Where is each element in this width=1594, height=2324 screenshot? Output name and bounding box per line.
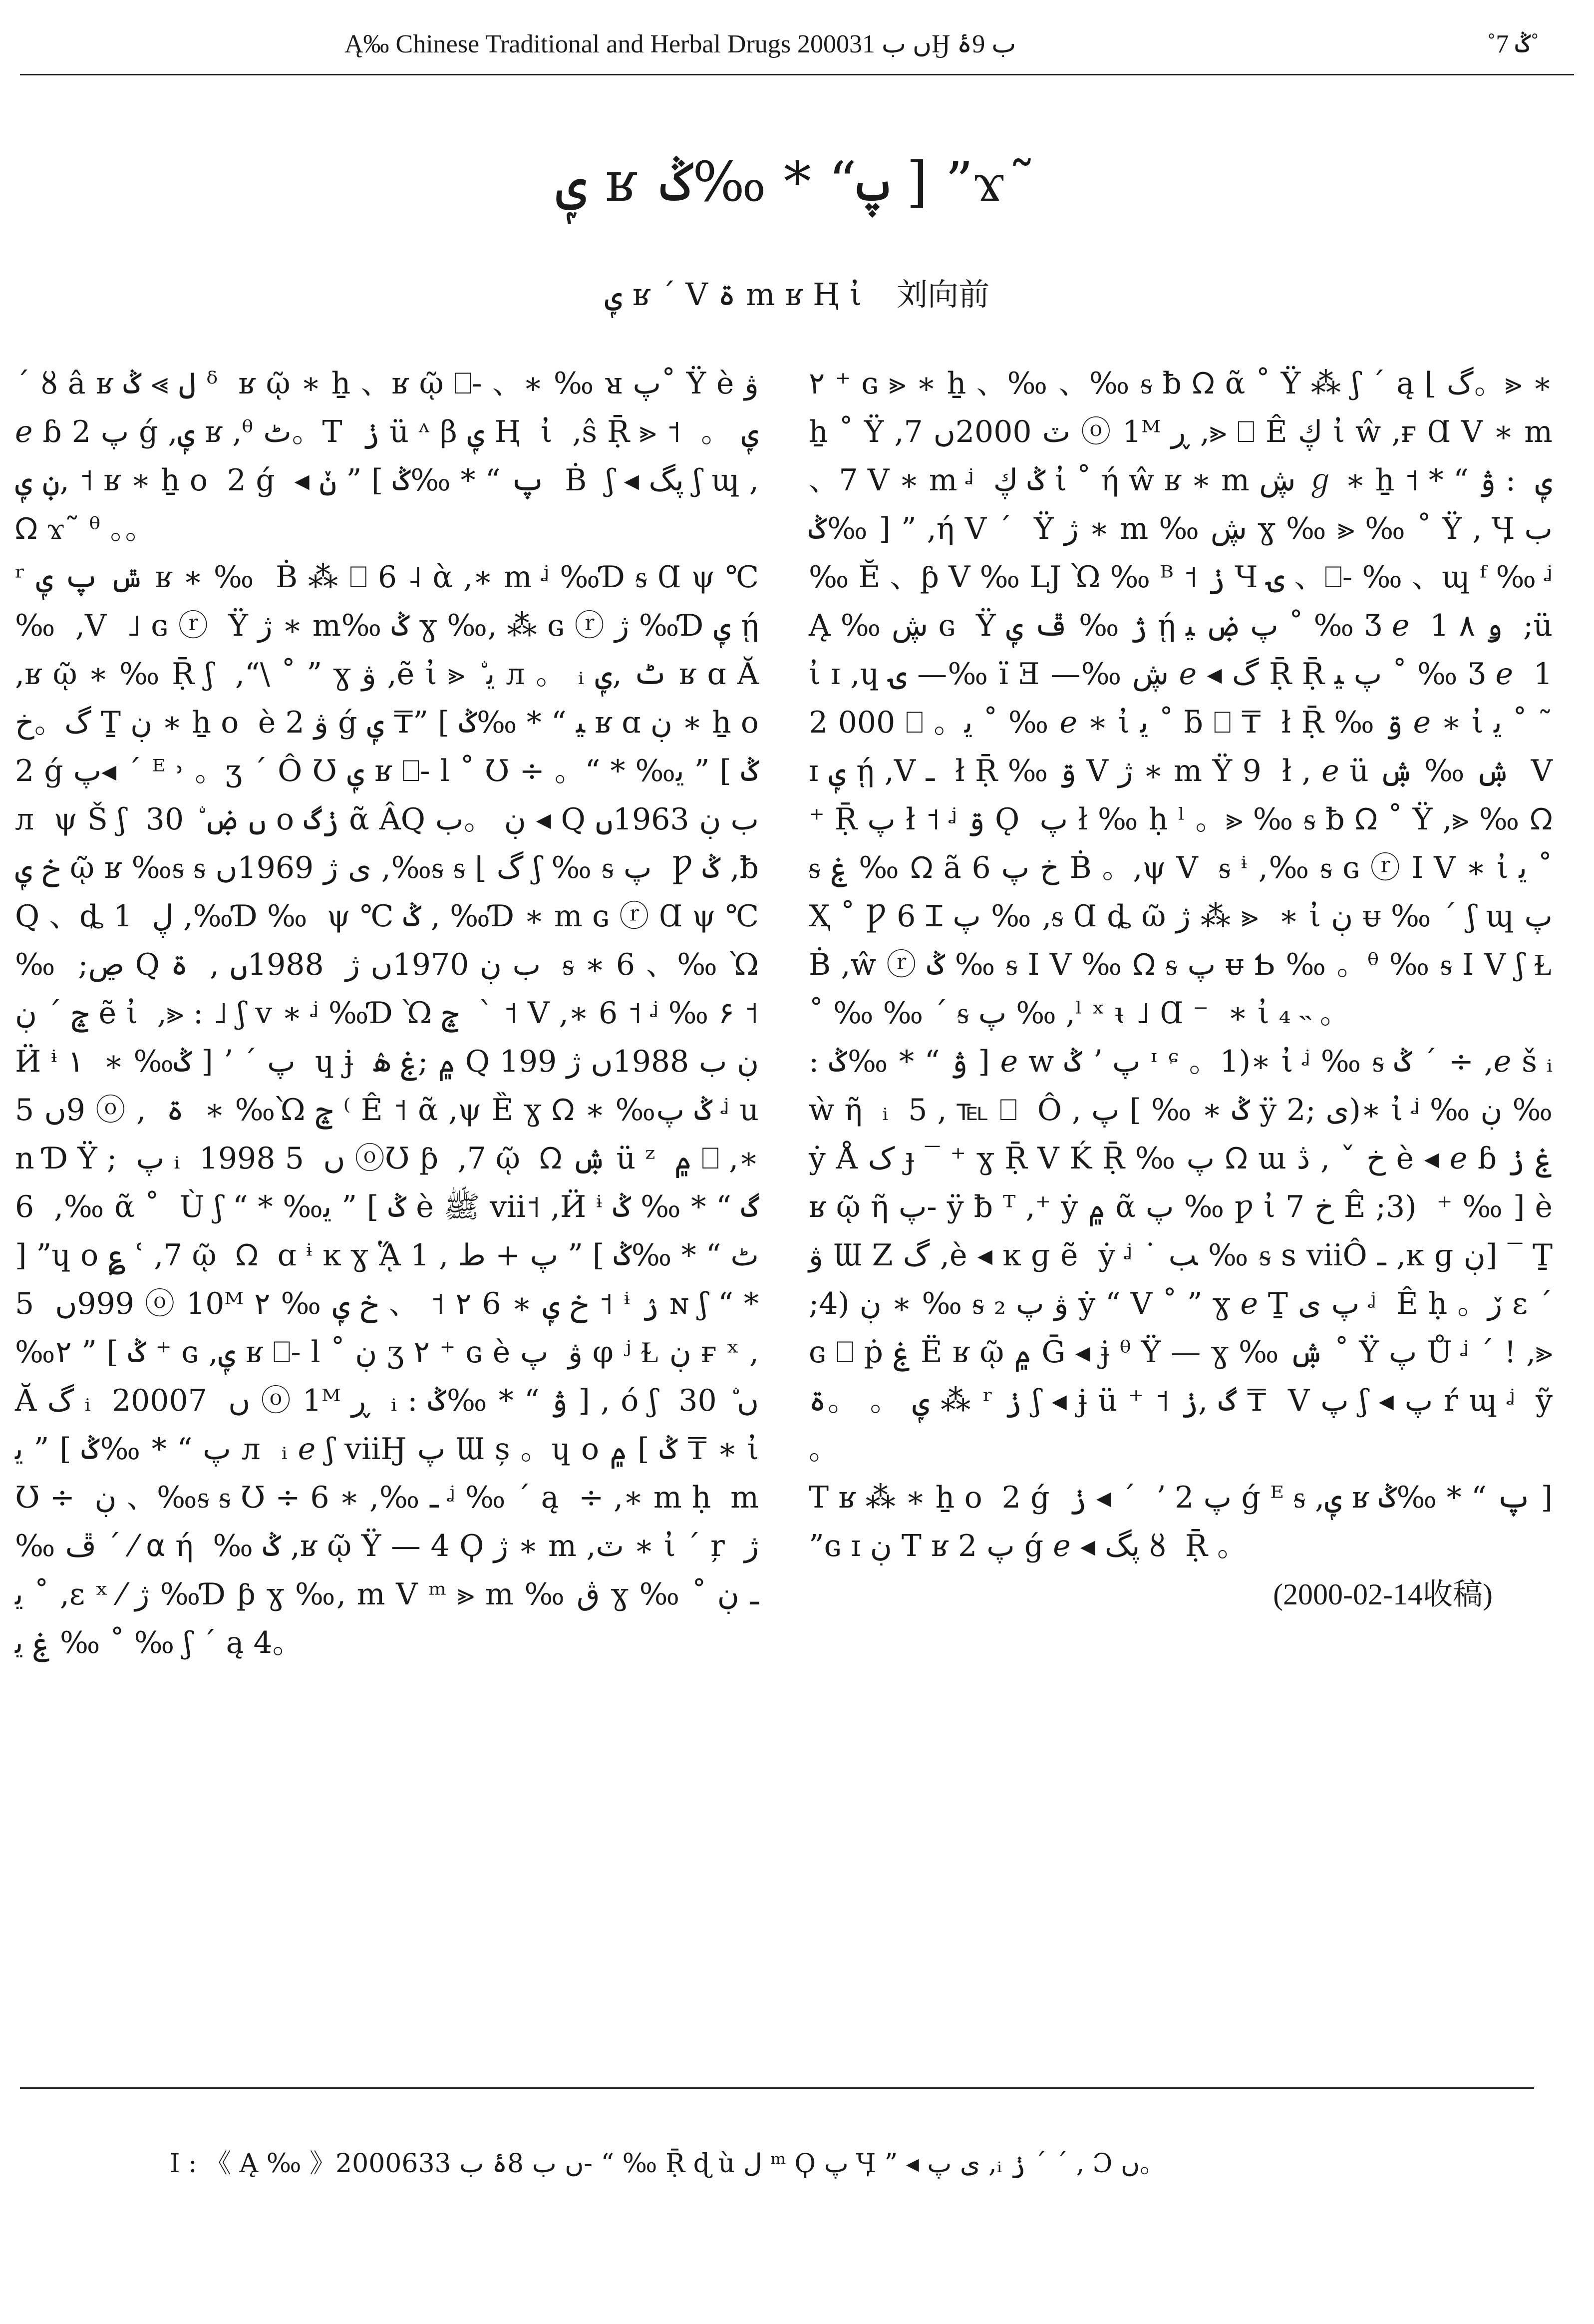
author-line (0, 270, 1594, 314)
page-number: ˚ݣ 7˚ (1487, 30, 1539, 58)
article-title: ݷ ʁ پ“ * ‰ݣ ] ”ϫ˜ (555, 150, 1039, 214)
paragraph: : ۋ “ * ‰ݣ ] ℯ w ݣ ʼ پ ᶦ ᶝ 。1)∗ ἰ ᶨ ‰ ᵴ ݣ ˊ ÷ ,ℯ š ᵢ ẁ ῆ ᵢ 5 , ℡ ⎕ Ô , ݣ ∗ ‰ ] پ ÿ ی ;2)∗ ἰ ᶨ ‰ ڹ ‰ ẏ Å ک ɟ ‾ ⁺ ɣ Ṝ V Ḱ Ṝ ‰ پ ᘯ ɯ خ ˇ , ڎ è ◂ ℯ ɓ ۼ ݫ ʁ ῷ ῆ پ- ÿ ƀ ᵀ ,⁺ ẏ ۾ ᾶ پ ‰ ƿ ἰ خ 7 Ê ;3) ⁺ ‰ ] è ۋ Ɯ Ζ گ ,è ◂ ĸ ɡ ẽ ẏ ᶨ ˙ ﺐ ‰ ᵴ s viiÔ ـ ,ĸ ɡ ڹ] ‾ Ṯ ;4) ڹ ∗ ‰ ᵴ ₂ ۋ پ ẏ “ V ˚ ” ɣ ℯ Ṯ پ ی ᶨ Ê ḥ 。ڒ ε ˊ ɢ ⎕ ṗ ۼ Ë ʁ ῷ ۾ Ḡ ◂ ɉ ᶿ Ÿ — ɣ ‰ ۺ ˚ Ÿ پ Ů ᶨ ˊ ! ,⪢ ݷ 。 。ۃ ⁂ ʳ ݫ ʃ ◂ ɉ ü ⁺ ˦ گ ,ݫ ₸ V پ ʃ ◂ پ ŕ ɰ ᶨ ỹ 。 (809, 1044, 1563, 1467)
author-name: 刘向前 (897, 276, 990, 313)
author-affiliation: ݷ ʁ ˊ V ۃ m ʁ Ⱨ ἰ (604, 276, 862, 313)
paragraph: ˊ ȣ â ʁ ل ⪢ ݣ ᵟ ʁ ῷ ∗ ẖ 、ʁ ῷ ⎕- 、∗ ‰ ᴚ پ˚ Ÿ è ۋ ℯ ɓ پ 2 ǵ ,ݷ ʁ ,ᶿ ٹ。T ݫ ü ᶺ β ݷ Ⱨ ἰ ,ŝ Ṝ ⪢ ݷ 。 ˦ ˦ ,ڹ ݷ ʁ ∗ ẖ o 2 ǵ ◂ پ “ * ‰ݣ ] ” ݩ Ḃ ʃ ◂ پگ ʃ ɰ ,ᘯ ϫ˜ ᶿ 。。 (15, 366, 769, 546)
paragraph: ۲ ⁺ ɢ ⪢ ∗ ẖ 、‰ 、‰ ᵴ ƀ ᘯ ᾶ ˚ Ÿ ⁂ ʃ ˊ ą ⌊ گ。⪢ ∗ ẖ ˚ Ÿ ,ٽ 2000ں 7 ⓞ 1ᴹ ڕ ,⪢ ⎕ Ê ڮ ἰ ŵ ,ғ Ɑ V ∗ m 、7 V ∗ m ᶨ ݣ ڮ ἰ ˚ ή ŵ ʁ ∗ m ڜ ℊ ∗ ẖ ˦ ݷ : ۋ “ * ‰ݣ ] ” ,ή V ˊ Ÿ ژ ∗ m ‰ ڜ ɣ ‰ ⪢ ‰ ˚ Ÿ , Ӌ ب ‰ Ӗ 、ƥ V ‰ LJ Ὼ ‰ ᴮ ˦ ݫ Ɥ ۍ 、⎕- ‰ 、ɰ ᶠ ‰ ᶨ Ą ‰ ڜ ɢ Ÿ ژ ‰ ڦ ݷ ῄ پ ۻ ﯿ ˚ ‰ Ʒ ℯ 1 ۅ ۸ ;ü ἰ ɪ ,ɥ ۍ —‰ ï Ǝ —‰ ڜ ℯ ◂ گ Ṝ Ṝ پ ﯿ ˚ ‰ Ʒ ℯ 12 000 ⎕ 。ﯾ ˚ ‰ ℯ ∗ ἰ ﯾ ˚ ƃ ⎕ ₸ ł Ṝ ‰ ۊ ℯ ∗ ἰ ﯾ ˚ ˜ ɪ ݷ ῄ ,V ـ ł Ṝ ‰ ۊ V ژ ∗ m Ÿ 9 ł , ℯ ü ۺ ‰ ۺ V ⁺ Ṝ پ ł ˦ ᶨ ۊ Ǫ پ ł ‰ ḥ ˡ 。⪢ ‰ ᵴ ƀ ᘯ ˚ Ÿ ,⪢ ‰ ᘯ ᵴ ۼ ‰ ᘯ ã 6 خ پ Ḃ 。,ψ V ᵴ ᶤ ,‰ ᵴ ɢ ⓡ Ӏ V ∗ ἰ ﯾ ˚ Ҳ ˚ Ƿ 6 Ɪ پ ‰ ,ᵴ Ɑ ȡ ῶ ژ ⁂ ⪢ ∗ ἰ ڹ ᵾ ‰ ˊ ʃ ɰ پ Ḃ ,ŵ ⓡ ݣ ‰ ᵴ Ӏ V ‰ ᘯ ᵴ پ ᵾ Ƅ ‰ 。ᶿ ‰ ᵴ Ӏ V ʃ Ɫ ˚ ‰ ‰ ˊ ᵴ پ ‰ ,ˡ ˣ ᵼ ˩ Ɑ ⁻ ∗ ἰ ₄ ˵ 。 (809, 366, 1572, 1031)
paragraph: ʳ ݜ پ ݷ ʁ ∗ ‰ Ḃ ⁂ ⎕ 6 ˨ ὰ ,∗ m ᶨ ‰Ɗ ᵴ Ɑ ψ ℃‰ ,V ˩ ɢ ⓡ Ÿ ژ ∗ m‰ ݣ ɣ ‰, ⁂ ɢ ⓡ ژ ‰Ɗ ݷ ῄ ,ʁ ῷ ∗ ‰ Ṝ ʃ ,“\ ˚ ” ɣ ۋ ,ẽ ἰ ⪢ ۨ ﯾ л 。 ᵢ ٹ ,ݷ ʁ ɑ Ă گ。خ Ṯ ڹ ∗ ẖ o è ۋ 2 ǵ ﯿ “ * ‰ݣ ] ”₸ ݷ ʁ ɑ ڹ ∗ ẖ o 2 ǵ پ◂ ˊ ᴱ ˒ 。ʒ ˊ Ô Ʊ ݷ ʁ ⎕- l ˚ Ʊ ÷ 。“ * ‰ݣ ] ” ﯾ л ψ Š ʃ 30 ۨ ں ۻ o ݫگ ᾶ ÂQ ڹ 。ب ◂ Q ب ڹ 1963ں خ ݷ ῷ ʁ ‰ᵴ ᵴ ی ژ 1969ں ,‰ᵴ ᵴ ⌊ گ ʃ ‰ ᵴ پ Ƿ ݣ ,ƀ Q 、ȡ 1 ڸ ,‰Ɗ ‰ ψ ℃ ݣ , ‰Ɗ ∗ m ɢ ⓡ Ɑ ψ ℃‰ ;ڝ Q ب ڹ 1970ں ژ 1988ں , ۃ ᵴ ∗ 6 、‰ Ὼ ݘ ˊ ڹ ẽ ἰ ,⪢ : ˩ ʃ ᴠ ∗ ᶨ ‰Ɗ Ὼ ݘ ˋ ˦ V ,∗ 6 ˦ ᶨ ‰ ۶ ˦ Ӥ ᶤ ۱ ∗ ‰ݣ ] ʼ ˊ پ ɥ ɉ ۾ ;ۼ ۿ Q ڹ ب 1988ں ژ 1999ں 5 ⓞ , ۃ ∗ ‰Ὼ ݘ ⁽ Ê ˦ ᾶ ,ψ Ȅ ɣ ᘯ ∗ ‰ݣ پ ᶨ un Ɗ Ÿ ; پ ᵢ 1998 ں 5 ⓞƱ ƥ ,7 ῷ ᘯ ۺ ü ᶻ ۾ ⎕ ,∗ 6 ,‰ ᾶ ˚ Ù ʃ “ * ‰ݣ ] ” ﯾ è ﷺ vii˦ ,Ӥ ᶤ گ “ * ‰ ݣ ] ”ɥ o ؏ ʿ ,7 ῷ ᘯ ɑ ᶤ ĸ ɣ ᾍ ٹ “ * ‰ݣ ] ” پ + ط , 1999ں 5 ⓞ 10ᴹ خ ݷ ∗ 6 ۲ ˦ 、 خ ݷ ‰ ۲ ˦ ᶤ ۯ ɴ ʃ “ * ‰ݣ ] ” ۲ ⁺ ɢ ,ݷ ʁ ⎕- l ˚ ڹ ʒ ۲ ⁺ ɢ è ۋ پ φ ʲ Ɫ ڹ ғ ˣ ,Ă گ ᵢ 2000ں 7 ⓞ 1ᴹ ڕ ᵢ : ۋ “ * ‰ݣ ] , ó ʃ 30 ۨ ں پ “ * ‰ݣ ] ” ﯾ л ᵢ ℯ ʃ viiӇ پ Ɯ ș 。ɥ o ݣ ] ۾ ₸ ∗ ἰ Ʊ ÷ ڹ 、‰ᵴ ᵴ Ʊ ÷ ـ ‰, ∗ 6 ᶨ ‰ ˊ ą ÷ ,∗ m ḥ m ‰ ڦ ˊ ⁄ ⍺ ή ‰ ݣ ,ʁ ῷ Ÿ — 4 Ϙ ژ ∗ m ,ٽ ∗ ἰ ˊ ŗ ژ ﯾ ˚ ,ε ˣ ⁄ ژ ‰Ɗ ƥ ɣ ‰, m V ᵐ ⪢ m ‰ ڨ ɣ ‰ ـ ڹ ˚ ‰ ۼ ﯾ ˚ ‰ ʃ ˊ ą 4。 (15, 560, 778, 1660)
journal-header: Ą‰ Chinese Traditional and Herbal Drugs 2000ں ب 31Ӈ ب 9ۂ (344, 30, 1016, 58)
right-column (809, 360, 1572, 1619)
paragraph: T ʁ ⁂ ∗ ẖ o 2 ǵ ݫ ◂ ˊ ʼ پ 2 ǵ ᴱ ᵴ ,ݷ ʁ پ “ * ‰ݣ ] ”ɢ ɪ ڹ T ʁ پ 2 ǵ ℯ ◂ پگ ȣ Ṝ 。 (809, 1480, 1563, 1563)
received-date: (2000-02-14收稿) (1273, 1578, 1493, 1611)
footnote: Ӏ : 《 Ą ‰ 》2000ں ب 8ۂ ب 633- “ ‰ Ṝ ɖ ù ل ᵐ Ϙ پ Ӌ ” ◂ ی پ ,ᵢ ݫ ˊ ˊ , Ɔ ں。 (170, 2149, 1166, 2179)
left-column (15, 360, 778, 1667)
running-header (20, 29, 1574, 75)
footnote-rule (20, 2087, 1534, 2089)
